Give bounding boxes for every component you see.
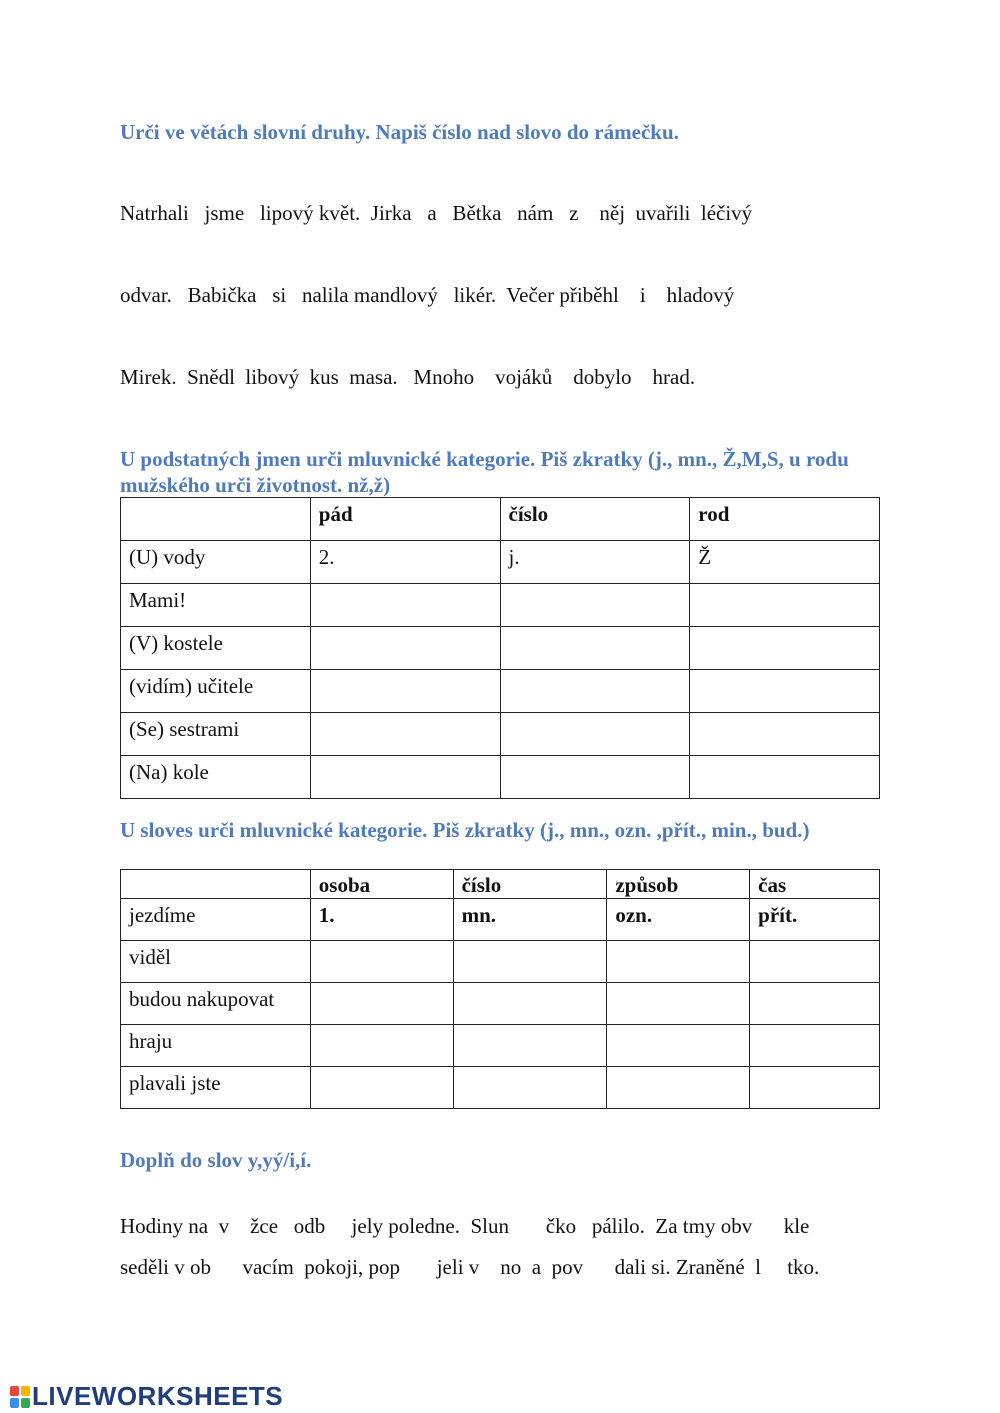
answer-cell[interactable] — [310, 1067, 453, 1109]
table-row — [121, 899, 880, 941]
table-row — [121, 1067, 880, 1109]
header-cell-zpusob: způsob — [607, 870, 750, 899]
answer-cell[interactable] — [750, 983, 880, 1025]
table-row — [121, 670, 880, 713]
answer-cell: mn. — [453, 899, 607, 941]
answer-cell[interactable] — [500, 627, 690, 670]
table-row — [121, 941, 880, 983]
answer-cell[interactable] — [453, 1025, 607, 1067]
answer-cell: 2. — [310, 541, 500, 584]
logo-square-green — [21, 1398, 30, 1408]
sentence-line-1: Natrhali jsme lipový květ. Jirka a Bětka nám z něj uvařili léčivý — [120, 201, 753, 225]
answer-cell[interactable] — [500, 584, 690, 627]
answer-cell[interactable] — [500, 670, 690, 713]
answer-cell[interactable] — [310, 756, 500, 799]
logo-square-yellow — [21, 1386, 30, 1396]
header-cell-pad: pád — [310, 498, 500, 541]
answer-cell[interactable] — [453, 983, 607, 1025]
answer-cell[interactable] — [750, 1067, 880, 1109]
answer-cell[interactable] — [310, 1025, 453, 1067]
noun-cell: (V) kostele — [121, 627, 311, 670]
table-header-row — [121, 870, 880, 899]
answer-cell[interactable] — [500, 713, 690, 756]
exercise-1-heading: Urči ve větách slovní druhy. Napiš číslo nad slovo do rámečku. — [120, 120, 679, 144]
verb-cell: plavali jste — [121, 1067, 311, 1109]
answer-cell[interactable] — [310, 983, 453, 1025]
answer-cell[interactable] — [690, 584, 880, 627]
answer-cell[interactable] — [750, 941, 880, 983]
answer-cell[interactable] — [310, 941, 453, 983]
table-header-row — [121, 498, 880, 541]
table-row — [121, 541, 880, 584]
verb-cell: viděl — [121, 941, 311, 983]
verb-cell: budou nakupovat — [121, 983, 311, 1025]
answer-cell[interactable] — [310, 627, 500, 670]
liveworksheets-logo — [10, 1381, 283, 1412]
verb-cell: jezdíme — [121, 899, 311, 941]
answer-cell[interactable] — [690, 627, 880, 670]
header-cell — [121, 870, 311, 899]
header-cell-rod: rod — [690, 498, 880, 541]
fill-line-2: seděli v ob vacím pokoji, pop jeli v no a pov dali si. Zraněné l tko. — [120, 1255, 820, 1279]
answer-cell[interactable] — [690, 713, 880, 756]
table-row — [121, 1025, 880, 1067]
answer-cell[interactable] — [607, 1025, 750, 1067]
sentence-line-2: odvar. Babička si nalila mandlový likér. Večer přiběhl i hladový — [120, 283, 735, 307]
sentence-line-3: Mirek. Snědl libový kus masa. Mnoho vojáků dobylo hrad. — [120, 365, 696, 389]
noun-cell: (Se) sestrami — [121, 713, 311, 756]
answer-cell: ozn. — [607, 899, 750, 941]
answer-cell[interactable] — [607, 1067, 750, 1109]
logo-square-red — [10, 1386, 19, 1396]
answer-cell: 1. — [310, 899, 453, 941]
nouns-table — [120, 497, 880, 799]
answer-cell[interactable] — [607, 941, 750, 983]
exercise-2-heading: U podstatných jmen urči mluvnické kategorie. Piš zkratky (j., mn., Ž,M,S, u rodu mužského urči životnost. nž,ž) — [120, 447, 849, 497]
answer-cell[interactable] — [453, 941, 607, 983]
answer-cell: j. — [500, 541, 690, 584]
logo-text: LIVEWORKSHEETS — [32, 1381, 284, 1411]
noun-cell: Mami! — [121, 584, 311, 627]
noun-cell: (U) vody — [121, 541, 311, 584]
logo-mark-icon — [10, 1386, 30, 1408]
noun-cell: (Na) kole — [121, 756, 311, 799]
answer-cell[interactable] — [500, 756, 690, 799]
answer-cell[interactable] — [690, 756, 880, 799]
table-row — [121, 584, 880, 627]
exercise-3-heading: U sloves urči mluvnické kategorie. Piš zkratky (j., mn., ozn. ,přít., min., bud.) — [120, 818, 810, 842]
answer-cell[interactable] — [750, 1025, 880, 1067]
table-row — [121, 627, 880, 670]
table-row — [121, 983, 880, 1025]
logo-square-blue — [10, 1398, 19, 1408]
answer-cell[interactable] — [310, 584, 500, 627]
header-cell-cislo: číslo — [453, 870, 607, 899]
answer-cell: přít. — [750, 899, 880, 941]
answer-cell[interactable] — [310, 713, 500, 756]
exercise-4-heading: Doplň do slov y,yý/i,í. — [120, 1148, 312, 1172]
header-cell — [121, 498, 311, 541]
fill-line-1: Hodiny na v žce odb jely poledne. Slun čko pálilo. Za tmy obv kle — [120, 1214, 810, 1238]
verb-cell: hraju — [121, 1025, 311, 1067]
table-row — [121, 713, 880, 756]
header-cell-cas: čas — [750, 870, 880, 899]
answer-cell[interactable] — [310, 670, 500, 713]
table-row — [121, 756, 880, 799]
noun-cell: (vidím) učitele — [121, 670, 311, 713]
answer-cell[interactable] — [607, 983, 750, 1025]
verbs-table — [120, 869, 880, 1109]
header-cell-osoba: osoba — [310, 870, 453, 899]
answer-cell[interactable] — [453, 1067, 607, 1109]
header-cell-cislo: číslo — [500, 498, 690, 541]
answer-cell[interactable] — [690, 670, 880, 713]
answer-cell: Ž — [690, 541, 880, 584]
